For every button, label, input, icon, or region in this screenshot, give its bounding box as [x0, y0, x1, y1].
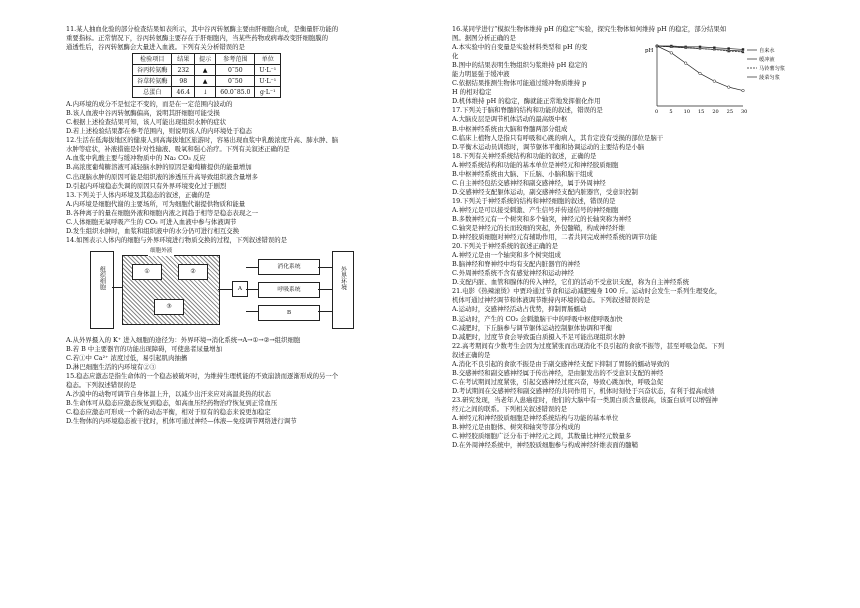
question-16-options: [452, 43, 640, 106]
text-line: A.神经元是可以接受刺激、产生信号并传递信号的神经细胞: [452, 205, 619, 214]
table-row: [133, 76, 281, 87]
fluid-box-1: [132, 264, 162, 280]
text-line: A.神经元是由一个轴突和多个树突组成: [452, 251, 561, 260]
question-11-options: [66, 100, 442, 136]
question-23: [452, 396, 797, 450]
arrow: [218, 289, 232, 290]
table-cell: ↓: [195, 87, 216, 98]
text-line: A.本实验中的自变量是实验材料类型和 pH 的变: [452, 43, 588, 52]
text-line: C.自主神经包括交感神经和副交感神经，属于外周神经: [452, 178, 606, 187]
text-line: 通透性后，谷丙转氨酶会大量进入血液。下列有关分析错误的是: [66, 43, 245, 52]
table-cell: 总蛋白: [133, 87, 172, 98]
table-cell: 98: [172, 76, 195, 87]
question-12: [66, 136, 442, 190]
legend-label: 马铃薯匀浆: [759, 66, 785, 72]
text-line: C.人体细胞无氧呼吸产生的 CO₂ 可进入血液中参与体液调节: [66, 217, 237, 226]
text-line: D.生物体的内环境稳态被干扰时，机体可通过神经—体液—免疫调节网络进行调节: [66, 417, 297, 426]
x-tick-label: 30: [741, 109, 748, 115]
x-tick-label: 10: [683, 109, 691, 115]
table-header-cell: 检验项目: [133, 54, 172, 65]
text-line: D.平衡木运动员训练时，调节躯体平衡和协调运动的主要结构是小脑: [452, 142, 645, 151]
data-point: [713, 80, 716, 83]
text-line: C.临床上植物人是指只有呼吸和心跳的病人，其肯定没有受损的部位是脑干: [452, 133, 664, 142]
text-line: D.减肥时，过度节食会导致蛋白质摄入不足可能出现组织水肿: [452, 332, 626, 341]
text-line: D.在外周神经系统中，神经胶质细胞参与构成神经纤维表面的髓鞘: [452, 441, 638, 450]
data-point: [699, 48, 701, 50]
text-line: H 的相对稳定: [452, 88, 492, 97]
respiratory-system-box: [258, 282, 320, 298]
text-line: B.多数神经元有一个树突和多个轴突，神经元的长轴突称为神经: [452, 214, 632, 223]
text-line: D.神经胶质细胞对神经元有辅助作用，二者共同完成神经系统的调节功能: [452, 233, 658, 242]
data-point: [656, 45, 658, 47]
text-line: B.中枢神经系统由大脑和脊髓两部分组成: [452, 124, 568, 133]
x-tick-label: 25: [726, 109, 734, 115]
external-environment-label: 外界环境: [339, 265, 347, 290]
text-line: 19.下列关于神经系统的结构和神经细胞的叙述，错误的是: [452, 196, 616, 205]
question-14-options: [66, 336, 442, 372]
data-point: [727, 86, 730, 89]
table-header-cell: 结果: [172, 54, 195, 65]
text-line: 化: [452, 52, 459, 61]
text-line: 15.稳态应激态是指生命体的一个稳态被破坏时，为维持生理机能的不致崩溃而逐渐形成的另一个: [66, 372, 339, 381]
text-line: D.支配内脏、血管和腺体的传入神经，它们的活动不受意识支配，称为自主神经系统: [452, 278, 689, 287]
fluid-1-label: ①: [144, 268, 150, 275]
text-line: A.运动时，交感神经活动占优势，抑制胃肠蠕动: [452, 305, 587, 314]
text-line: A.神经系统结构和功能的基本单位是神经元和神经胶质细胞: [452, 160, 619, 169]
exchange-diagram: [88, 247, 388, 333]
legend-label: 缓冲液: [759, 57, 775, 63]
data-point: [670, 46, 672, 48]
text-line: 21.电影《热辣滚烫》中贾玲通过节食和运动减肥瘦身 100 斤。运动时会发生一系列生理变化，: [452, 287, 722, 296]
table-header-cell: 提示: [195, 54, 216, 65]
y-axis-label: pH: [645, 48, 654, 54]
text-line: D.考试期间在交感神经和副交感神经的共同作用下，机体时刻处于兴奋状态，有利于提高成绩: [452, 386, 715, 395]
question-13: [66, 191, 442, 236]
text-line: A.内环境是细胞代谢的主要场所，可为细胞代谢提供物质和能量: [66, 199, 246, 208]
digestive-system-label: 消化系统: [277, 263, 301, 270]
table-cell: U·L⁻¹: [255, 65, 281, 76]
text-line: A.大脑皮层是调节机体活动的最高级中枢: [452, 115, 568, 124]
legend-label: 自来水: [759, 48, 775, 54]
text-line: C.神经胶质细胞广泛分布于神经元之间，其数量比神经元数量多: [452, 432, 632, 441]
text-line: 经元之间的联系。下列相关叙述错误的是: [452, 404, 568, 413]
text-line: B.高浓度葡萄糖溶液可减轻脑水肿的原因是葡萄糖提供的能量增加: [66, 163, 252, 172]
data-point: [685, 47, 687, 49]
data-point: [684, 62, 687, 65]
text-line: 16.某同学进行“模拟生物体维持 pH 的稳定”实验，探究生物体如何维持 pH 的稳定，部分结果如: [452, 25, 727, 33]
text-line: 13.下列关于人体内环境及其稳态的叙述，正确的是: [66, 190, 211, 199]
arrow: [318, 289, 332, 290]
arrow: [246, 267, 258, 268]
box-a-label: A: [237, 285, 243, 292]
text-line: A.内环境的成分不是恒定不变的，而是在一定范围内波动的: [66, 100, 233, 109]
text-line: A.血浆中乳酸主要与缓冲物质中的 Na₂ CO₃ 反应: [66, 154, 206, 163]
question-18: [452, 152, 797, 197]
box-b-label: B: [286, 309, 292, 316]
text-line: C.轴突是神经元的长而较细的突起，外包髓鞘，构成神经纤维: [452, 224, 625, 233]
arrow: [318, 267, 332, 268]
text-line: 能力明显强于缓冲液: [452, 70, 510, 79]
text-line: 12.生活在低海拔地区的健康人到高海拔地区旅游时，容易出现血浆中乳酸浓度升高、肺水肿、脑: [66, 136, 339, 145]
arrow: [246, 311, 258, 312]
text-line: B.图中的结果表明生物组织匀浆维持 pH 稳定的: [452, 61, 588, 70]
table-header-cell: 单位: [255, 54, 281, 65]
ph-chart-svg: [643, 40, 793, 122]
text-line: A.沙漠中的动物可调节自身体温上升，以减少出汗来应对高温炎热的状态: [66, 390, 271, 399]
x-tick-label: 0: [655, 109, 659, 115]
arrow: [246, 289, 258, 290]
left-column: [66, 25, 442, 426]
text-line: 18.下列有关神经系统结构和功能的叙述，正确的是: [452, 151, 597, 160]
text-line: 稳态。下列叙述错误的是: [66, 381, 137, 390]
question-15: [66, 372, 442, 426]
text-line: B.生命体可从稳态应激态恢复到稳态，如高血压经药物治疗恢复到正常血压: [66, 399, 278, 408]
text-line: B.神经元是由胞体、树突和轴突等部分构成的: [452, 423, 581, 432]
table-cell: 60.0˜85.0: [216, 87, 255, 98]
text-line: B.脑神经和脊神经中均有支配内脏器官的神经: [452, 260, 581, 269]
data-point: [742, 50, 744, 52]
text-line: D.淋巴细胞生活的内环境有②③: [66, 363, 157, 372]
text-line: C.减肥时，下丘脑参与调节躯体运动控制躯体协调和平衡: [452, 323, 613, 332]
text-line: 图。据图分析正确的是: [452, 34, 516, 43]
text-line: 23.研究发现，当老年人患癌症时，他们的大脑中有一类黑白质含量很高，该蛋白质可以增强神: [452, 395, 718, 404]
tissue-cell-box: [90, 251, 114, 329]
table-cell: U·L⁻¹: [255, 76, 281, 87]
data-point: [670, 52, 673, 55]
text-line: 11.某人抽血化验的部分检查结果如表所示，其中谷丙转氨酶主要由肝细胞合成，是衡量肝功能的: [66, 25, 339, 33]
table-cell: 谷丙转氨酶: [133, 65, 172, 76]
table-row: [133, 65, 281, 76]
table-cell: ▲: [195, 65, 216, 76]
text-line: A.消化不良引起的食欲不振是由于副交感神经支配下抑制了胃肠的蠕动导致的: [452, 359, 670, 368]
text-line: D.引起内环境稳态失调的原因只有外界环境变化过于剧烈: [66, 181, 227, 190]
text-line: 17.下列关于脑和脊髓的结构和功能的叙述，错误的是: [452, 106, 603, 115]
text-line: B.中枢神经系统由大脑、下丘脑、小脑和脑干组成: [452, 169, 593, 178]
data-point: [699, 72, 702, 75]
text-line: D.交感神经支配躯体运动，副交感神经支配内脏器官，受意识控制: [452, 187, 638, 196]
text-line: B.各种离子的量在细胞外液和细胞内液之间趋于相等是稳态表现之一: [66, 208, 259, 217]
arrow: [112, 287, 122, 288]
data-point: [742, 89, 745, 92]
question-21: [452, 287, 797, 341]
x-tick-label: 5: [669, 109, 673, 115]
text-line: C.稳态应激态可形成一个新的动态平衡，相对于原有的稳态来说更加稳定: [66, 408, 271, 417]
text-line: D.发生组织水肿时，血浆和组织液中的水分仍可进行相互交换: [66, 226, 240, 235]
fluid-box-2: [178, 264, 208, 280]
text-line: 机体可通过神经调节和体液调节维持内环境的稳态。下列叙述错误的是: [452, 296, 651, 305]
text-line: D.若上述检验结果都在参考范围内，则说明该人的内环境处于稳态: [66, 127, 252, 136]
text-line: 叙述正确的是: [452, 350, 491, 359]
text-line: D.机体维持 pH 的稳定，酶就能正常地发挥催化作用: [452, 97, 601, 106]
text-line: B.该人血液中谷丙转氨酶偏高，说明其肝细胞可能受损: [66, 109, 220, 118]
question-14-stem: 14.如图表示人体内的细胞与外界环境进行物质交换的过程，下列叙述错误的是: [66, 235, 288, 244]
text-line: B.若 B 中主要器官的功能出现障碍，可使患者尿量增加: [66, 344, 223, 353]
question-19: [452, 197, 797, 242]
legend-label: 菠菜匀浆: [759, 75, 780, 81]
table-cell: ▲: [195, 76, 216, 87]
arrow: [318, 311, 332, 312]
question-22: [452, 342, 797, 396]
extracellular-fluid-label: 细胞外液: [148, 247, 174, 256]
text-line: C.根据上述检查结果可知，该人可能出现组织水肿的症状: [66, 118, 227, 127]
table-header-cell: 参考范围: [216, 54, 255, 65]
text-line: 22.高考期间有少数考生会因为过度紧张而出现消化不良引起的食欲不振等，甚至呼吸急促。下列: [452, 341, 725, 350]
text-line: 重要指标。正常情况下，谷丙转氨酶主要存在于肝细胞内，当某些药物或病毒改变肝细胞膜的: [66, 34, 329, 43]
text-line: B.运动时，产生的 CO₂ 会刺激脑干中的呼吸中枢使呼吸加快: [452, 314, 623, 323]
x-tick-label: 20: [712, 109, 719, 115]
text-line: C.外周神经系统不含有感觉神经和运动神经: [452, 269, 574, 278]
digestive-system-box: [258, 259, 320, 275]
respiratory-system-label: 呼吸系统: [277, 286, 301, 293]
table-cell: 46.4: [172, 87, 195, 98]
fluid-box-3: [154, 299, 184, 315]
text-line: C.依据结果推测生物体可能通过缓冲物质维持 p: [452, 79, 587, 88]
question-20: [452, 242, 797, 287]
box-b: [258, 305, 320, 321]
table-cell: 0˜50: [216, 76, 255, 87]
ph-line-chart: [643, 40, 793, 122]
text-line: C.在考试期间过度紧张，引起交感神经过度兴奋，导致心跳加快，呼吸急促: [452, 377, 664, 386]
table-row: [133, 87, 281, 98]
text-line: 水肿等症状，补液措施是针对性输液、吸氧和强心治疗。下列有关叙述正确的是: [66, 145, 290, 154]
external-environment-box: [332, 251, 354, 329]
text-line: B.交感神经和副交感神经属于传出神经，是由躯发出的不受意识支配的神经: [452, 368, 664, 377]
data-point: [728, 49, 730, 51]
question-11: [66, 25, 442, 52]
lab-result-table: [132, 53, 281, 98]
text-line: A.从外界摄入的 K⁺ 进入细胞的途径为：外界环境→消化系统→A→①→②→组织细胞: [66, 335, 301, 344]
x-tick-label: 15: [698, 109, 705, 115]
table-cell: 0˜50: [216, 65, 255, 76]
data-point: [713, 48, 715, 50]
tissue-cell-label: 组织细胞: [98, 265, 106, 290]
text-line: A.神经元和神经胶质细胞是神经系统结构与功能的基本单位: [452, 414, 619, 423]
table-cell: 232: [172, 65, 195, 76]
table-cell: g·L⁻¹: [255, 87, 281, 98]
text-line: C.出现脑水肿的原因可能是组织液的渗透压升高导致组织液含量增多: [66, 172, 259, 181]
fluid-2-label: ②: [190, 268, 196, 275]
table-header-row: [133, 54, 281, 65]
text-line: C.若①中 Ca²⁺ 浓度过低，易引起肌肉抽搐: [66, 353, 188, 362]
text-line: 20.下列关于神经系统的叙述正确的是: [452, 242, 559, 251]
table-cell: 谷草转氨酶: [133, 76, 172, 87]
fluid-3-label: ③: [166, 303, 172, 310]
